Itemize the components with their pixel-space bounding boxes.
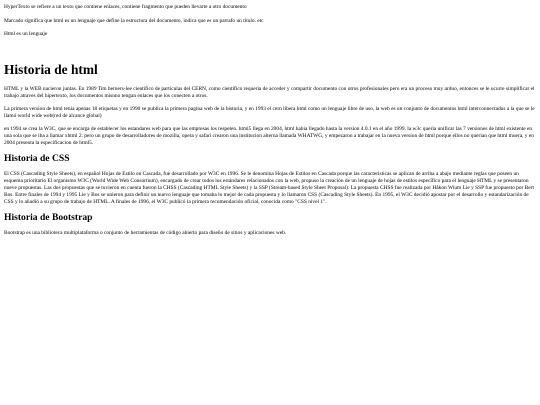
css-history-section	[4, 153, 536, 206]
html-history-paragraph-2: La primera version de html tenia apenas 18 etiquetas y en 1990 se publica la primera pagina web de la historia, y en 1993 el cern libera html como un lenguaje libre de uso, la web es un conjunto de documentos html interconnectados a la que se le llamó world wide web(red de alcance global)	[4, 106, 535, 119]
html-history-heading: Historia de html	[4, 62, 98, 77]
css-history-paragraph: El CSS (Cascading Style Sheets), en español Hojas de Estilo en Cascada, fue desarrollado por W3C en 1996. Se le denomina Hojas de Estilos en Cascada porque las caracteristicas se aplican de arriba a abajo mediante reglas que poseen un esquema prioritario El organismo W3C (World Wide Web Consortium), encargado de crear todos los estándares relacionados con la web, propuso la creación de un lenguaje de hojas de estilos específico para el lenguaje HTML y se presentaron nueve propuestas. Las dos propuestas que se tuvieron en cuenta fueron la CHSS (Cascading HTML Style Sheets) y la SSP (Stream-based Style Sheet Proposal). La propuesta CHSS fue realizada por Håkon Wium Lie y SSP fue propuesto por Bert Bos. Entre finales de 1994 y 1995 Lie y Bos se unieron para definir un nuevo lenguaje que tomaba lo mejor de cada propuesta y lo llamaron CSS (Cascading Style Sheets). En 1995, el W3C decidió apostar por el desarrollo y estandarización de CSS y lo añadió a su grupo de trabajo de HTML. A finales de 1996, el W3C publicó la primera recomendación oficial, conocida como "CSS nivel 1".	[4, 171, 534, 205]
bootstrap-history-paragraph: Bootstrap es una biblioteca multiplataforma o conjunto de herramientas de código abierto para diseño de sitios y aplicaciones web.	[4, 230, 287, 236]
intro-markup-paragraph: Marcado significa que html es un lenguaje que define la estructura del documento, indica que es un parrafo un titulo. etc	[4, 17, 264, 24]
intro-hypertext-paragraph: HyperTexto se refiere a un texto que contiene enlaces, contiene fragmento que pueden llevarte a otro documento	[4, 4, 247, 10]
html-history-section	[4, 62, 536, 147]
bootstrap-history-heading: Historia de Bootstrap	[4, 212, 93, 223]
intro-section	[4, 4, 536, 38]
bootstrap-history-section	[4, 212, 536, 237]
intro-language-paragraph: Html es un lenguaje	[4, 31, 48, 37]
html-history-paragraph-3: en 1994 se crea la W3C, que se encarga de establecer los estandares web para que las empresas los respeten. html5 llega en 2004, html habia llegado hasta la version 4.0.1 en el año 1999. la w3c queria unificar las 7 versiones de html existente en una sola que se iba a llamar xhtml 2. pero un grupo de desarrolladores de mozilla, opera y safari crearon una institucion alterna llamada WHATWG, y empezaron a trabajar en la nueva version de html porque ellos no querian que html muera, y en 2004 presenta la especificacion de html5.	[4, 126, 534, 146]
css-history-heading: Historia de CSS	[4, 153, 70, 164]
html-history-paragraph-1: HTML y la WEB nacieron juntas. En 1989 Tim berners-lee cientifico de particulas del CERN, como cientifico requeria de acceder y compartir documento con otros profesionales pero era un proceso muy arduo, entonces se le ocurre simplificar el trabajo atraves del hipertexto, los documentos misnno tengan enlaces que los conecten a otros.	[4, 86, 535, 99]
